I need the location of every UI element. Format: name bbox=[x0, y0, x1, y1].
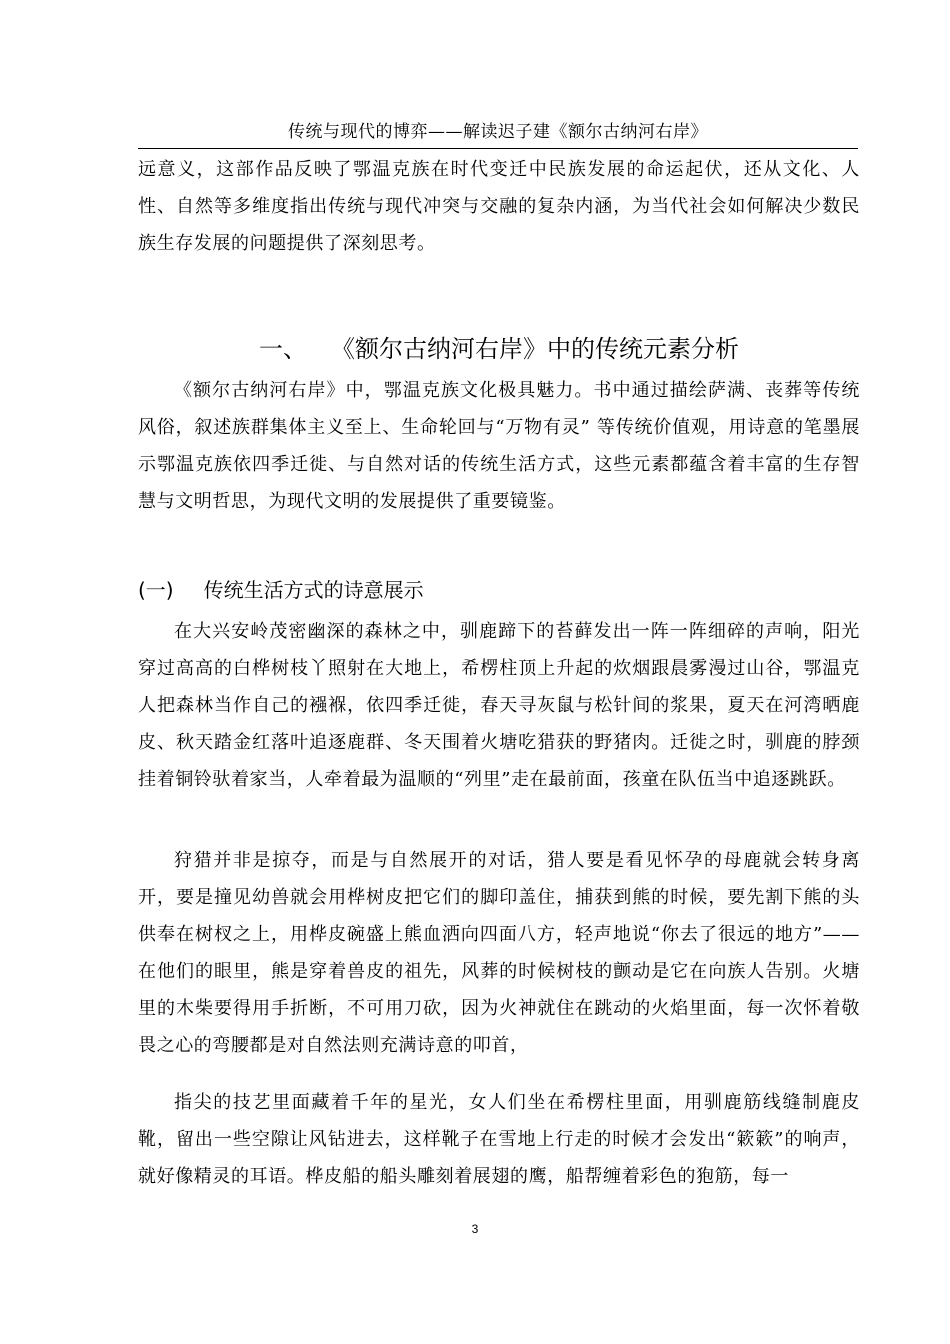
paragraph-craft-skills: 指尖的技艺里面藏着千年的星光，女人们坐在希楞柱里面，用驯鹿筋线缝制鹿皮靴，留出一些空隙让风钻进去，这样靴子在雪地上行走的时候才会发出“簌簌”的响声，就好像精灵的耳语。桦皮船的船头雕刻着展翅的鹰，船帮缠着彩色的狍筋，每一 bbox=[138, 1092, 860, 1187]
section-title: 《额尔古纳河右岸》中的传统元素分析 bbox=[343, 335, 739, 364]
paragraph-intro-continuation: 远意义，这部作品反映了鄂温克族在时代变迁中民族发展的命运起伏，还从文化、人性、自然等多维度指出传统与现代冲突与交融的复杂内涵，为当代社会如何解决少数民族生存发展的问题提供了深刻思考。 bbox=[138, 159, 860, 254]
header-divider bbox=[138, 148, 858, 149]
paragraph-section-intro: 《额尔古纳河右岸》中，鄂温克族文化极具魅力。书中通过描绘萨满、丧葬等传统风俗，叙述族群集体主义至上、生命轮回与“万物有灵” 等传统价值观，用诗意的笔墨展示鄂温克族依四季迁徙、与自然对话的传统生活方式，这些元素都蕴含着丰富的生存智慧与文明哲思，为现代文明的发展提供了重要镜鉴。 bbox=[138, 380, 860, 512]
section-heading bbox=[138, 332, 860, 366]
running-header: 传统与现代的博弈——解读迟子建《额尔古纳河右岸》 bbox=[288, 122, 708, 142]
paragraph-forest-migration: 在大兴安岭茂密幽深的森林之中，驯鹿蹄下的苔藓发出一阵一阵细碎的声响，阳光穿过高高的白桦树枝丫照射在大地上，希楞柱顶上升起的炊烟跟晨雾漫过山谷，鄂温克人把森林当作自己的襁褓，依四季迁徙，春天寻灰鼠与松针间的浆果，夏天在河湾晒鹿皮、秋天踏金红落叶追逐鹿群、冬天围着火塘吃猎获的野猪肉。迁徙之时，驯鹿的脖颈挂着铜铃驮着家当，人牵着最为温顺的“列里”走在最前面，孩童在队伍当中追逐跳跃。 bbox=[138, 621, 860, 790]
subsection-number: (一) bbox=[138, 577, 174, 602]
subsection-title: 传统生活方式的诗意展示 bbox=[203, 577, 424, 602]
section-number: 一、 bbox=[259, 335, 307, 364]
page-number: 3 bbox=[471, 1222, 479, 1236]
paragraph-hunting-dialogue: 狩猎并非是掠夺，而是与自然展开的对话，猎人要是看见怀孕的母鹿就会转身离开，要是撞见幼兽就会用桦树皮把它们的脚印盖住，捕获到熊的时候，要先割下熊的头供奉在树杈之上，用桦皮碗盛上熊血洒向四面八方，轻声地说“你去了很远的地方”——在他们的眼里，熊是穿着兽皮的祖先，风葬的时候树枝的颤动是它在向族人告别。火塘里的木柴要得用手折断，不可用刀砍，因为火神就住在跳动的火焰里面，每一次怀着敬畏之心的弯腰都是对自然法则充满诗意的叩首， bbox=[138, 850, 860, 1056]
subsection-heading bbox=[138, 575, 860, 605]
